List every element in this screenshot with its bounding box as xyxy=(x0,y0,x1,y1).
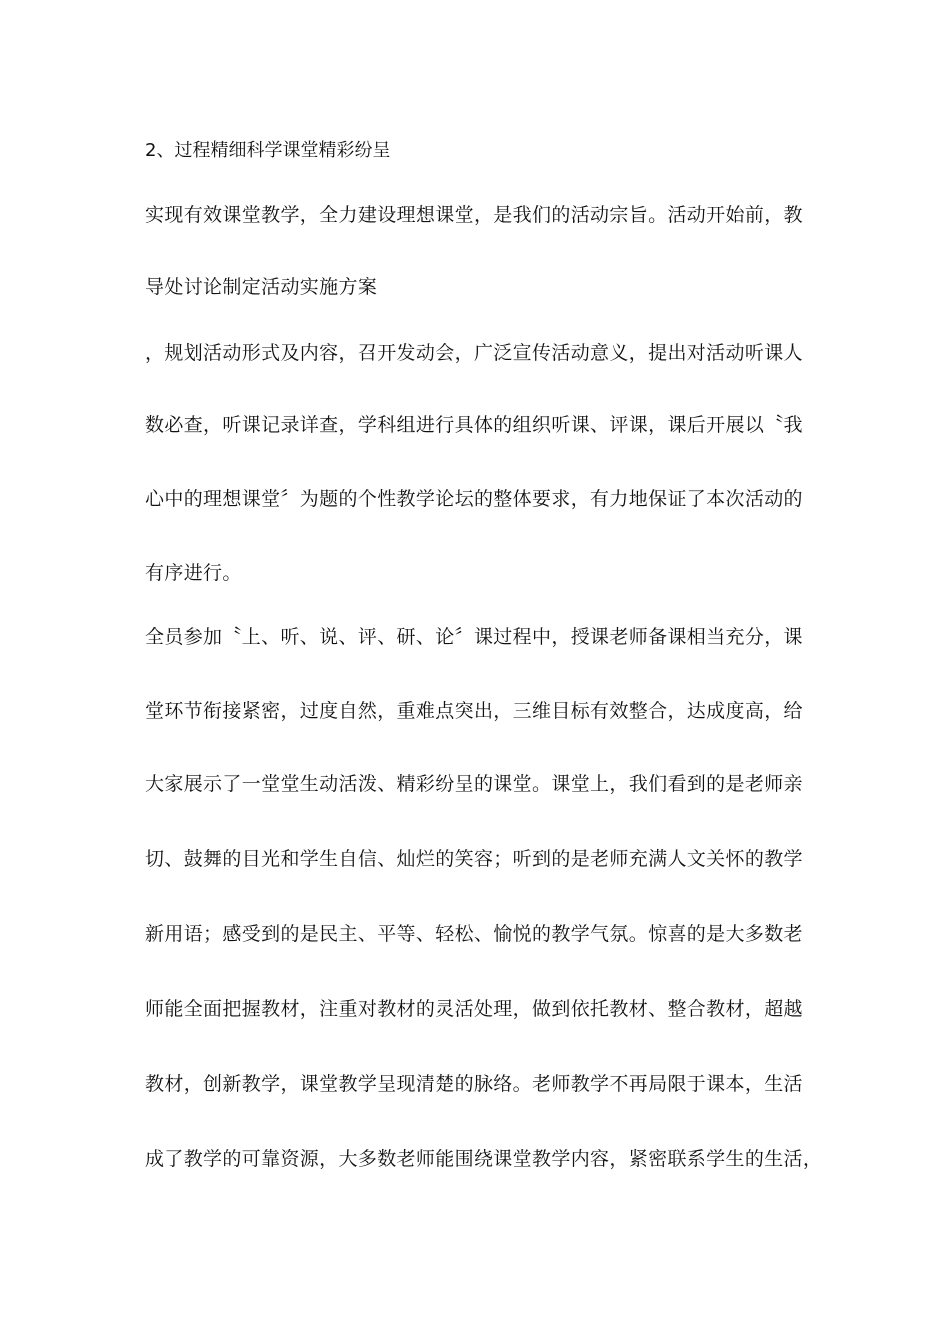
paragraph-line: 师能全面把握教材，注重对教材的灵活处理，做到依托教材、整合教材，超越 xyxy=(145,998,803,1020)
paragraph-line: 切、鼓舞的目光和学生自信、灿烂的笑容；听到的是老师充满人文关怀的教学 xyxy=(145,848,803,870)
paragraph-line: 全员参加〝上、听、说、评、研、论〞课过程中，授课老师备课相当充分，课 xyxy=(145,626,803,648)
paragraph-line: 新用语；感受到的是民主、平等、轻松、愉悦的教学气氛。惊喜的是大多数老 xyxy=(145,923,803,945)
paragraph-line: 大家展示了一堂堂生动活泼、精彩纷呈的课堂。课堂上，我们看到的是老师亲 xyxy=(145,773,803,795)
paragraph-line: 数必查，听课记录详查，学科组进行具体的组织听课、评课，课后开展以〝我 xyxy=(145,414,803,436)
paragraph-line: ，规划活动形式及内容，召开发动会，广泛宣传活动意义，提出对活动听课人 xyxy=(145,342,803,364)
paragraph-line: 心中的理想课堂〞为题的个性教学论坛的整体要求，有力地保证了本次活动的 xyxy=(145,488,803,510)
paragraph-line: 成了教学的可靠资源，大多数老师能围绕课堂教学内容，紧密联系学生的生活， xyxy=(145,1148,823,1170)
paragraph-line: 实现有效课堂教学，全力建设理想课堂，是我们的活动宗旨。活动开始前，教 xyxy=(145,204,803,226)
paragraph-line: 教材，创新教学，课堂教学呈现清楚的脉络。老师教学不再局限于课本，生活 xyxy=(145,1073,803,1095)
paragraph-line: 有序进行。 xyxy=(145,562,242,584)
paragraph-line: 导处讨论制定活动实施方案 xyxy=(145,276,378,298)
section-heading: 2、过程精细科学课堂精彩纷呈 xyxy=(145,140,391,161)
paragraph-line: 堂环节衔接紧密，过度自然，重难点突出，三维目标有效整合，达成度高，给 xyxy=(145,700,803,722)
